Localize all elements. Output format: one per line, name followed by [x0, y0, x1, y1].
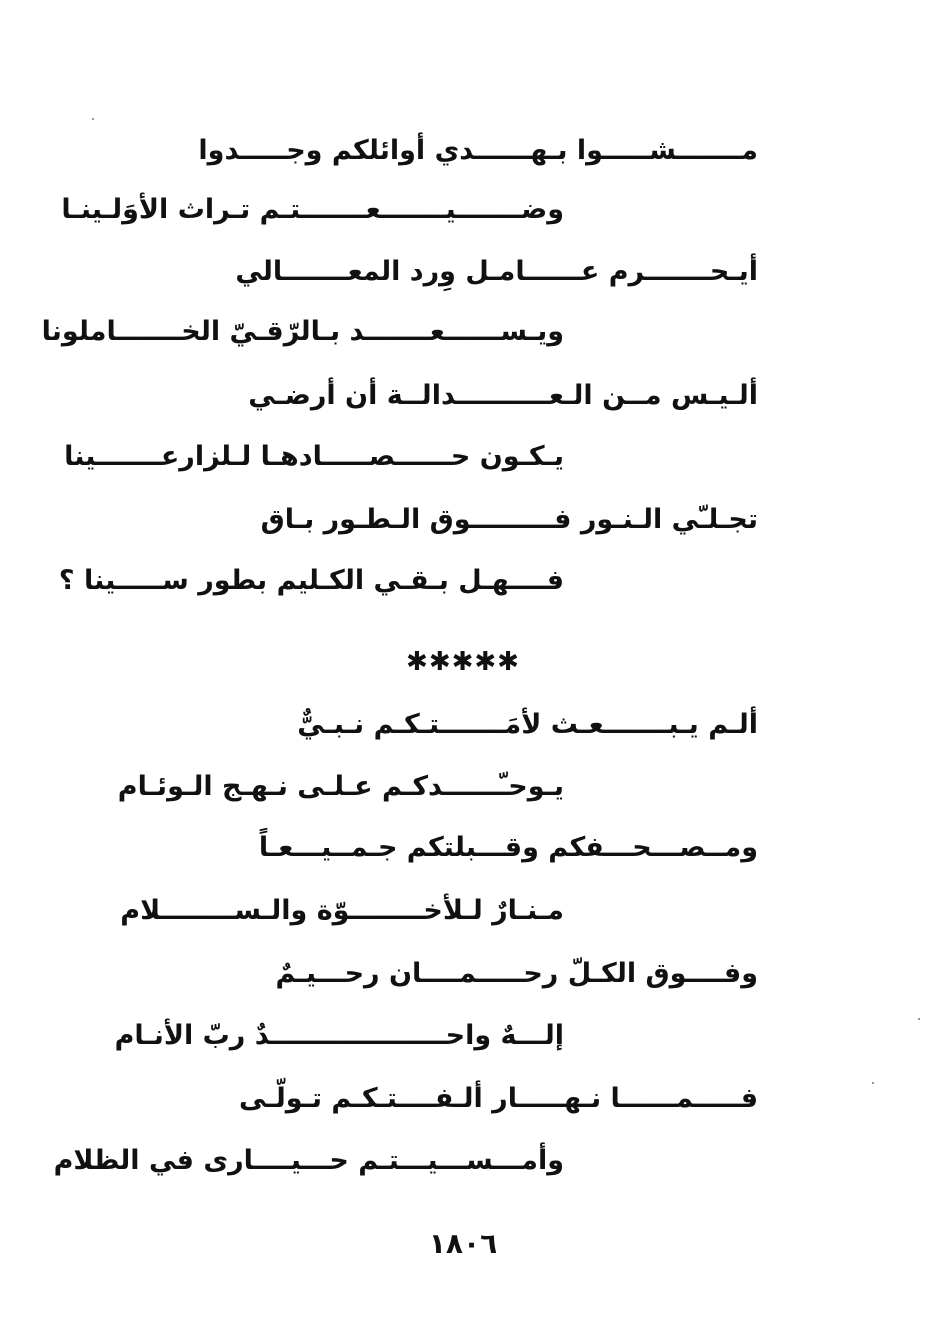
verse-line: وفــــوق الكـلّ رحـــــمــــان رحـــيـمٌ [275, 958, 758, 989]
verse-line: يـكـون حــــــصـــــادهـا لـلزارعـــــــينا [64, 441, 564, 472]
verse-line: ومــصـــحـــفكم وقـــبلتكم جـمــيـــعـاً [258, 832, 758, 863]
verse-line: أيـحـــــــرم عــــــامـل وِرد المعـــــــالي [235, 256, 758, 287]
verse-line: تجـلـّي الـنـور فـــــــــوق الـطـور بـاق [260, 504, 758, 535]
scan-speck [92, 118, 94, 120]
verse-line: مـنـارٌ لـلأخــــــــوّة والـســــــــلام [120, 895, 564, 926]
scan-speck [872, 1082, 874, 1084]
verse-line: ألـم يـبـــــــعـث لأمَـــــــتـكـم نـبـيٌّ [297, 709, 758, 740]
scan-speck [918, 1018, 920, 1020]
verse-line: وضـــــــيـــــــعـــــــتـم تـراث الأوَلـينـا [61, 194, 564, 225]
stanza-separator: ✱✱✱✱✱ [406, 647, 520, 677]
verse-line: فـــــمــــــا نـهـــــار ألـفــــتـكـم تـولّـى [239, 1083, 758, 1114]
verse-line: ألـيـس مــن الـعــــــــــدالــة أن أرضـي [248, 380, 758, 411]
verse-line: ويـســــــعـــــــد بـالرّقـيّ الخـــــــاملونا [41, 316, 564, 347]
verse-line: فــــهـل بـقـي الكـليم بطور ســـــينا ؟ [58, 565, 564, 596]
verse-line: يـوحـّــــــدكـم عـلـى نـهـج الـوئـام [117, 771, 564, 802]
verse-line: مـــــــشـــــوا بـهــــــدي أوائلكم وجـــــدوا [198, 135, 758, 166]
verse-line: وأمـــســـيـــتـم حـــيــــارى في الظلام [53, 1145, 564, 1176]
verse-line: إلـــهٌ واحـــــــــــــــــــدٌ ربّ الأنـام [114, 1020, 564, 1051]
page-number: ١٨٠٦ [428, 1227, 498, 1260]
